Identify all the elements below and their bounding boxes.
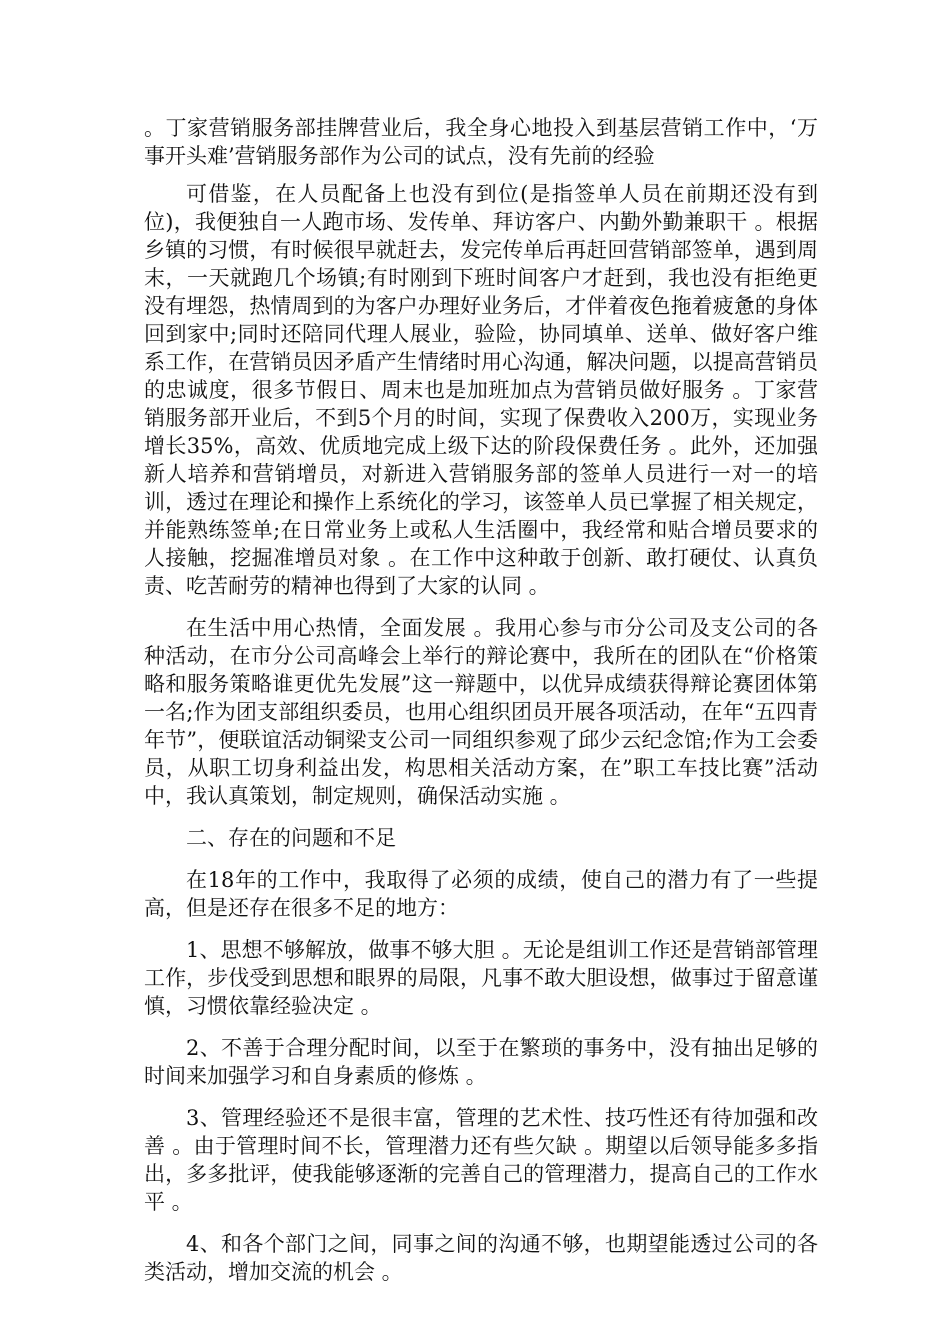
list-item-problem-1: 1、思想不够解放，做事不够大胆 。无论是组训工作还是营销部管理工作，步伐受到思想和眼界的局限，凡事不敢大胆设想，做事过于留意谨慎，习惯依靠经验决定 。	[144, 938, 818, 1018]
list-item-problem-2: 2、不善于合理分配时间，以至于在繁琐的事务中，没有抽出足够的时间来加强学习和自身素质的修炼 。	[144, 1036, 818, 1088]
paragraph-problems-intro: 在18年的工作中，我取得了必须的成绩，使自己的潜力有了一些提高，但是还存在很多不足的地方：	[144, 868, 818, 920]
document-body	[144, 114, 818, 1300]
list-item-problem-4: 4、和各个部门之间，同事之间的沟通不够，也期望能透过公司的各类活动，增加交流的机会 。	[144, 1232, 818, 1284]
paragraph-life-activities: 在生活中用心热情，全面发展 。我用心参与市分公司及支公司的各种活动，在市分公司高峰会上举行的辩论赛中，我所在的团队在“价格策略和服务策略谁更优先发展”这一辩题中，以优异成绩获得辩论赛团体第一名;作为团支部组织委员，也用心组织团员开展各项活动，在年“五四青年节”，便联谊活动铜梁支公司一同组织参观了邱少云纪念馆;作为工会委员，从职工切身利益出发，构思相关活动方案，在”职工车技比赛”活动中，我认真策划，制定规则，确保活动实施 。	[144, 616, 818, 808]
list-item-problem-3: 3、管理经验还不是很丰富，管理的艺术性、技巧性还有待加强和改善 。由于管理时间不长，管理潜力还有些欠缺 。期望以后领导能多多指出，多多批评，使我能够逐渐的完善自己的管理潜力，提高自己的工作水平 。	[144, 1106, 818, 1214]
paragraph-work-details: 可借鉴，在人员配备上也没有到位(是指签单人员在前期还没有到位)，我便独自一人跑市场、发传单、拜访客户、内勤外勤兼职干 。根据乡镇的习惯，有时候很早就赶去，发完传单后再赶回营销部签单，遇到周末，一天就跑几个场镇;有时刚到下班时间客户才赶到，我也没有拒绝更没有埋怨，热情周到的为客户办理好业务后，才伴着夜色拖着疲惫的身体回到家中;同时还陪同代理人展业，验险，协同填单、送单、做好客户维系工作，在营销员因矛盾产生情绪时用心沟通，解决问题，以提高营销员的忠诚度，很多节假日、周末也是加班加点为营销员做好服务 。丁家营销服务部开业后，不到5个月的时间，实现了保费收入200万，实现业务增长35%，高效、优质地完成上级下达的阶段保费任务 。此外，还加强新人培养和营销增员，对新进入营销服务部的签单人员进行一对一的培训，透过在理论和操作上系统化的学习，该签单人员已掌握了相关规定，并能熟练签单;在日常业务上或私人生活圈中，我经常和贴合增员要求的人接触，挖掘准增员对象 。在工作中这种敢于创新、敢打硬仗、认真负责、吃苦耐劳的精神也得到了大家的认同 。	[144, 182, 818, 598]
section-heading-problems: 二、存在的问题和不足	[186, 826, 396, 850]
paragraph-intro: 。丁家营销服务部挂牌营业后，我全身心地投入到基层营销工作中，‘万事开头难’营销服务部作为公司的试点，没有先前的经验	[144, 116, 818, 168]
